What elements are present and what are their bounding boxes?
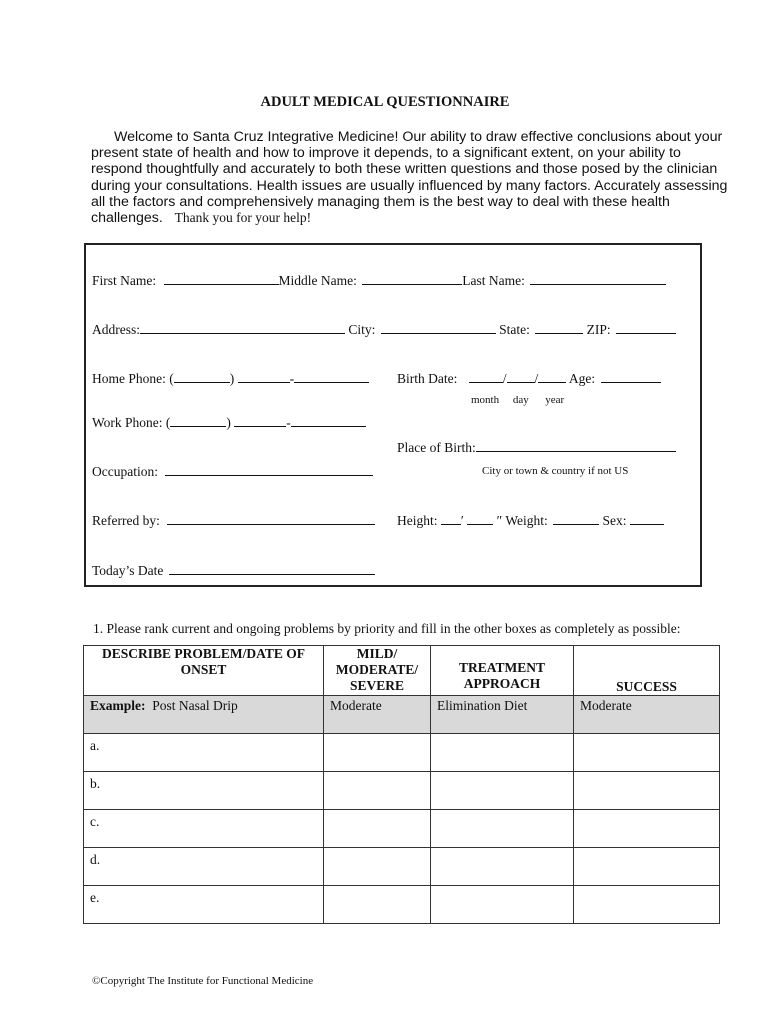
height-label: Height:: [397, 513, 438, 528]
success-cell[interactable]: [574, 772, 720, 810]
success-cell[interactable]: [574, 886, 720, 924]
height-feet-field[interactable]: [441, 512, 461, 525]
table-row: [84, 772, 720, 810]
birth-date-label: Birth Date:: [397, 371, 458, 386]
home-phone-line-field[interactable]: [294, 370, 369, 383]
severity-cell[interactable]: [324, 772, 431, 810]
problems-table: [83, 645, 720, 924]
home-phone-area-field[interactable]: [174, 370, 230, 383]
example-label: Example:: [90, 698, 146, 713]
referred-by-row: [92, 512, 375, 529]
example-row: [84, 696, 720, 734]
work-phone-row: [92, 414, 366, 431]
address-row: [92, 321, 676, 338]
success-cell[interactable]: [574, 734, 720, 772]
occupation-row: [92, 463, 373, 480]
address-label: Address:: [92, 322, 140, 337]
work-phone-line-field[interactable]: [291, 414, 366, 427]
patient-info-box: [84, 243, 702, 587]
home-phone-label: Home Phone:: [92, 371, 166, 386]
work-phone-area-field[interactable]: [170, 414, 226, 427]
date-separator: /: [534, 371, 539, 386]
intro-paragraph: [91, 129, 728, 227]
table-header-row: [84, 646, 720, 696]
paren-open: (: [165, 415, 171, 430]
first-name-field[interactable]: [164, 272, 279, 285]
occupation-field[interactable]: [165, 463, 373, 476]
phone-dash: -: [286, 415, 291, 430]
example-problem-cell: [84, 696, 324, 734]
age-field[interactable]: [601, 370, 661, 383]
todays-date-row: [92, 562, 375, 579]
place-of-birth-field[interactable]: [476, 439, 676, 452]
home-phone-row: [92, 370, 369, 387]
severity-cell[interactable]: [324, 848, 431, 886]
header-problem: DESCRIBE PROBLEM/DATE OF ONSET: [84, 646, 324, 696]
day-hint: day: [512, 394, 529, 406]
copyright-footer: ©Copyright The Institute for Functional Medicine: [92, 975, 314, 987]
treatment-cell[interactable]: [431, 886, 574, 924]
zip-label: ZIP:: [586, 322, 611, 337]
feet-mark: ′: [460, 513, 464, 528]
table-row: [84, 886, 720, 924]
middle-name-label: Middle Name:: [278, 273, 357, 288]
first-name-label: First Name:: [92, 273, 157, 288]
treatment-cell[interactable]: [431, 848, 574, 886]
referred-by-label: Referred by:: [92, 513, 160, 528]
treatment-cell[interactable]: [431, 810, 574, 848]
work-phone-prefix-field[interactable]: [234, 414, 286, 427]
todays-date-label: Today’s Date: [92, 563, 164, 578]
referred-by-field[interactable]: [167, 512, 375, 525]
severity-cell[interactable]: [324, 734, 431, 772]
row-label[interactable]: a.: [84, 734, 324, 772]
severity-cell[interactable]: [324, 886, 431, 924]
age-label: Age:: [568, 371, 596, 386]
date-separator: /: [502, 371, 507, 386]
row-label[interactable]: d.: [84, 848, 324, 886]
intro-line: Welcome to Santa Cruz Integrative Medicine! Our ability to draw effective conclusions about your: [114, 129, 723, 145]
success-cell[interactable]: [574, 810, 720, 848]
paren-open: (: [169, 371, 174, 386]
table-row: [84, 734, 720, 772]
zip-field[interactable]: [616, 321, 676, 334]
page-title: ADULT MEDICAL QUESTIONNAIRE: [260, 94, 510, 110]
height-weight-sex-row: [397, 512, 664, 529]
address-field[interactable]: [140, 321, 345, 334]
birth-date-row: [397, 370, 661, 387]
paren-close: ): [226, 415, 231, 430]
paren-close: ): [229, 371, 235, 386]
intro-line: respond thoughtfully and accurately to both these written questions and those posed by the clinician: [91, 161, 718, 178]
intro-last-line: challenges.: [91, 210, 163, 227]
month-hint: month: [471, 394, 500, 406]
inch-mark: ″: [496, 513, 503, 528]
example-severity: Moderate: [324, 696, 431, 734]
height-inches-field[interactable]: [467, 512, 493, 525]
year-hint: year: [545, 394, 565, 406]
table-row: [84, 848, 720, 886]
name-row: [92, 272, 666, 289]
severity-cell[interactable]: [324, 810, 431, 848]
phone-dash: -: [289, 371, 295, 386]
intro-thanks: Thank you for your help!: [174, 210, 312, 226]
example-success: Moderate: [574, 696, 720, 734]
success-cell[interactable]: [574, 848, 720, 886]
city-label: City:: [348, 322, 376, 337]
intro-line: all the factors and comprehensively managing them is the best way to deal with these health: [91, 193, 670, 210]
place-of-birth-hint: City or town & country if not US: [482, 465, 629, 477]
treatment-cell[interactable]: [431, 734, 574, 772]
weight-label: Weight:: [505, 513, 548, 528]
sex-label: Sex:: [602, 513, 627, 528]
birth-year-field[interactable]: [538, 370, 566, 383]
sex-field[interactable]: [630, 512, 664, 525]
row-label[interactable]: e.: [84, 886, 324, 924]
intro-line: present state of health and how to improve it depends, to a significant extent, on your ability to: [91, 145, 681, 162]
place-of-birth-row: [397, 439, 676, 456]
intro-line: [91, 210, 721, 226]
date-format-hint: [471, 394, 564, 406]
city-field[interactable]: [381, 321, 496, 334]
last-name-label: Last Name:: [462, 273, 525, 288]
table-row: [84, 810, 720, 848]
weight-field[interactable]: [553, 512, 599, 525]
occupation-label: Occupation:: [92, 464, 158, 479]
header-treatment: TREATMENT APPROACH: [431, 646, 574, 696]
intro-line: during your consultations. Health issues are usually influenced by many factors. Accurately assessing: [91, 177, 728, 194]
birth-month-field[interactable]: [469, 370, 503, 383]
example-treatment: Elimination Diet: [431, 696, 574, 734]
middle-name-field[interactable]: [362, 272, 462, 285]
work-phone-label: Work Phone:: [92, 415, 163, 430]
state-label: State:: [499, 322, 530, 337]
row-label[interactable]: b.: [84, 772, 324, 810]
todays-date-field[interactable]: [169, 562, 375, 575]
header-success: SUCCESS: [574, 646, 720, 696]
example-problem: Post Nasal Drip: [152, 698, 238, 713]
treatment-cell[interactable]: [431, 772, 574, 810]
birth-day-field[interactable]: [507, 370, 535, 383]
header-severity: MILD/ MODERATE/ SEVERE: [324, 646, 431, 696]
question-1: 1. Please rank current and ongoing problems by priority and fill in the other boxes as completely as possible:: [93, 621, 681, 636]
state-field[interactable]: [535, 321, 583, 334]
place-of-birth-label: Place of Birth:: [397, 440, 476, 455]
home-phone-prefix-field[interactable]: [238, 370, 290, 383]
last-name-field[interactable]: [530, 272, 666, 285]
row-label[interactable]: c.: [84, 810, 324, 848]
